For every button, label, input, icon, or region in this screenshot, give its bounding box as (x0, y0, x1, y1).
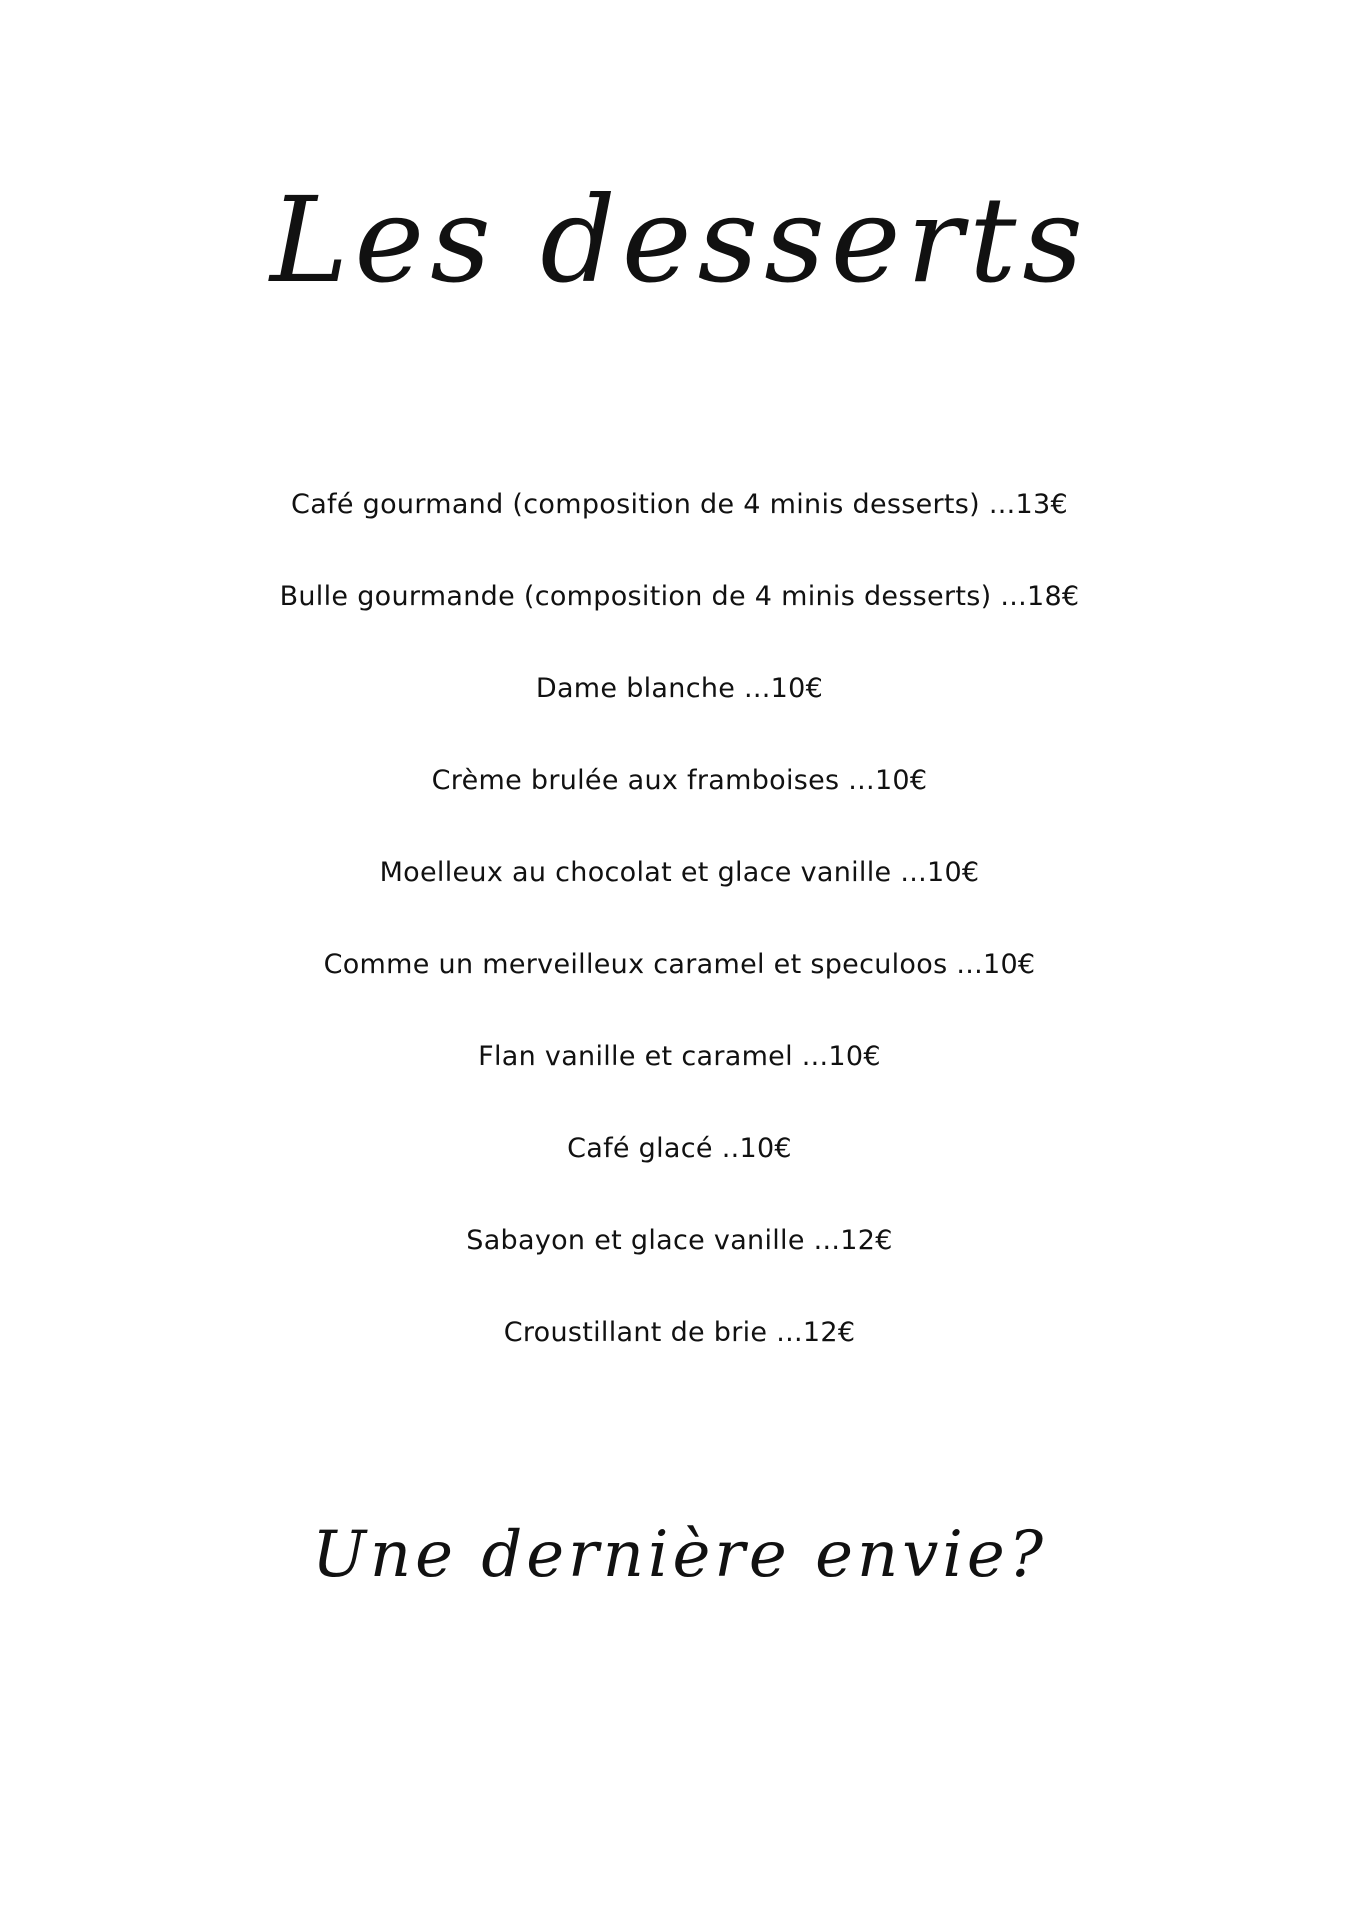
list-item (0, 1303, 1359, 1395)
list-item (0, 475, 1359, 567)
dessert-item-text: Sabayon et glace vanille ...12€ (466, 1225, 893, 1256)
dessert-item-text: Crème brulée aux framboises ...10€ (431, 765, 928, 796)
dessert-list (0, 475, 1359, 1395)
dessert-item-text: Bulle gourmande (composition de 4 minis desserts) ...18€ (279, 581, 1080, 612)
dessert-item-text: Croustillant de brie ...12€ (503, 1317, 856, 1348)
list-item (0, 659, 1359, 751)
dessert-item-text: Café gourmand (composition de 4 minis desserts) ...13€ (291, 489, 1068, 520)
list-item (0, 843, 1359, 935)
page-title: Les desserts (270, 171, 1089, 309)
dessert-item-text: Moelleux au chocolat et glace vanille ...10€ (379, 857, 980, 888)
dessert-item-text: Flan vanille et caramel ...10€ (478, 1041, 881, 1072)
list-item (0, 1027, 1359, 1119)
dessert-item-text: Comme un merveilleux caramel et speculoos ...10€ (323, 949, 1036, 980)
list-item (0, 1119, 1359, 1211)
dessert-item-text: Dame blanche ...10€ (535, 673, 824, 704)
closing-tagline: Une dernière envie? (311, 1518, 1048, 1592)
list-item (0, 567, 1359, 659)
list-item (0, 751, 1359, 843)
list-item (0, 935, 1359, 1027)
list-item (0, 1211, 1359, 1303)
dessert-item-text: Café glacé ..10€ (567, 1133, 792, 1164)
